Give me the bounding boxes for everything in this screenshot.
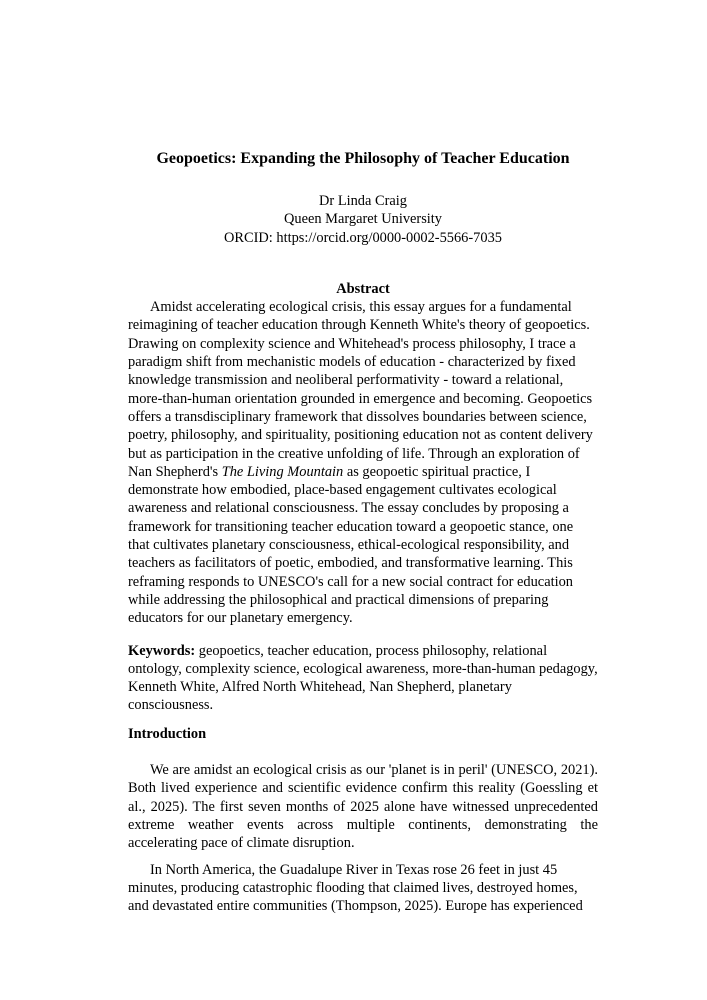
- book-title-the-living-mountain: The Living Mountain: [221, 463, 344, 480]
- abstract-heading: Abstract: [336, 280, 390, 297]
- keywords-text: geopoetics, teacher education, process philosophy, relational ontology, complexity science, ecological awareness, more-than-human pedagogy, Kenneth White, Alfred North Whitehead, Nan Shepherd, planetary consciousness.: [128, 642, 598, 714]
- author-block: [128, 192, 598, 247]
- introduction-paragraph-2: In North America, the Guadalupe River in Texas rose 26 feet in just 45 minutes, producing catastrophic flooding that claimed lives, destroyed homes, and devastated entire communities (Thompson, 2025). Europe has experienced: [128, 861, 583, 915]
- orcid-line: ORCID: https://orcid.org/0000-0002-5566-7035: [224, 229, 502, 246]
- introduction-heading: Introduction: [128, 725, 207, 742]
- abstract-text: [128, 298, 598, 627]
- paper-title: Geopoetics: Expanding the Philosophy of Teacher Education: [156, 150, 570, 167]
- keywords-label: Keywords:: [128, 642, 196, 659]
- author-affiliation: Queen Margaret University: [284, 211, 442, 228]
- abstract-text-before-book-title: Amidst accelerating ecological crisis, this essay argues for a fundamental reimagining of teacher education through Kenneth White's theory of geopoetics. Drawing on complexity science and Whitehead's process philosophy, I trace a paradigm shift from mechanistic models of education - characterized by fixed knowledge transmission and neoliberal performativity - toward a relational, more-than-human orientation grounded in emergence and becoming. Geopoetics offers a transdisciplinary framework that dissolves boundaries between science, poetry, philosophy, and spirituality, positioning education not as content delivery but as participation in the creative unfolding of life. Through an exploration of Nan Shepherd's: [128, 299, 593, 480]
- keywords-paragraph: [128, 642, 598, 715]
- page-content: [128, 0, 598, 915]
- author-name: Dr Linda Craig: [319, 193, 407, 209]
- introduction-paragraph-1: We are amidst an ecological crisis as our 'planet is in peril' (UNESCO, 2021). Both lived experience and scientific evidence confirm this reality (Goessling et al., 2025). The first seven months of 2025 alone have witnessed unprecedented extreme weather events across multiple continents, demonstrating the accelerating pace of climate disruption.: [128, 762, 598, 852]
- abstract-text-after-book-title: as geopoetic spiritual practice, I demonstrate how embodied, place-based engagement cultivates ecological awareness and relational consciousness. The essay concludes by proposing a framework for transitioning teacher education toward a geopoetic stance, one that cultivates planetary consciousness, ethical-ecological responsibility, and teachers as facilitators of poetic, embodied, and transformative learning. This reframing responds to UNESCO's call for a new social contract for education while addressing the philosophical and practical dimensions of preparing educators for our planetary emergency.: [128, 463, 574, 627]
